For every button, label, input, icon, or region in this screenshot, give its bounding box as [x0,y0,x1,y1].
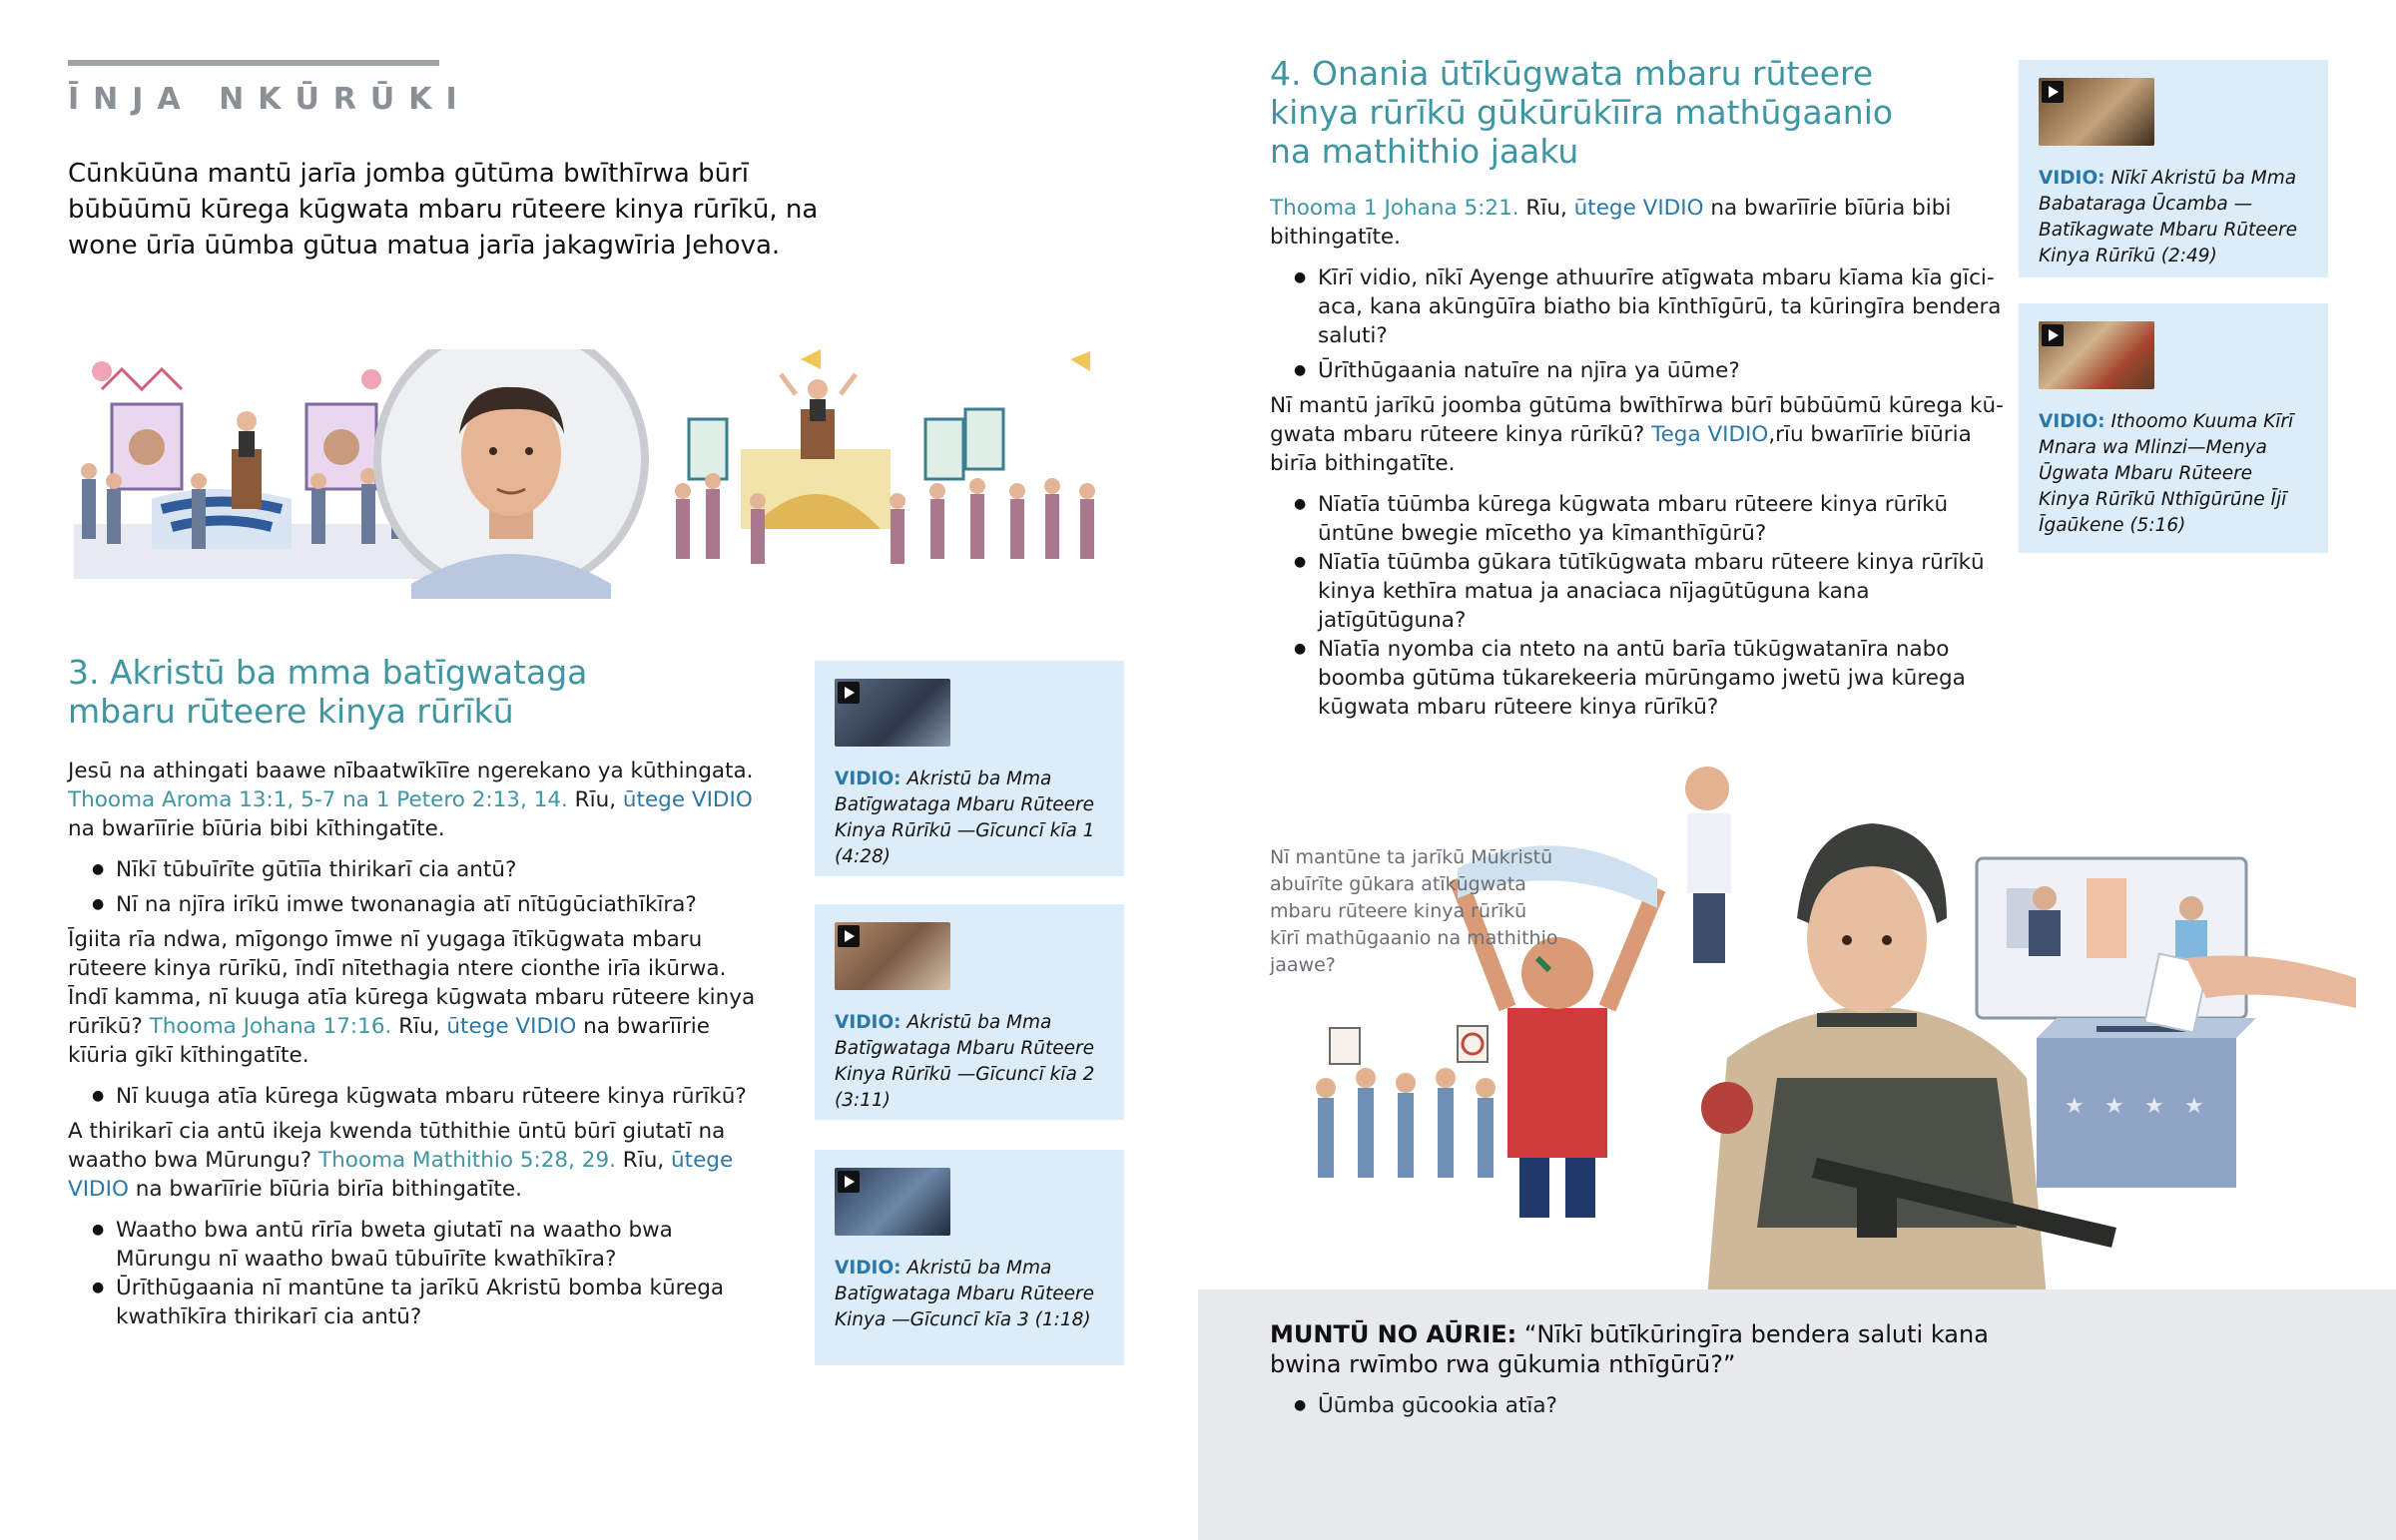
video-caption: VIDIO: Ithoomo Kuuma Kīrī Mnara wa Mlinzi—Menya Ūgwata Mbaru Rūteere Kinya Rūrīkū Nthīgūrūne Ījī Īgaūkene (5:16) [2039,411,2294,536]
watch-video-link[interactable]: ūtege VIDIO [1573,196,1704,221]
saluting-person [1685,767,1731,963]
some-people-say-question-list [1270,1391,2029,1420]
section-4-paragraph-1: Thooma 1 Johana 5:21. Rīu, ūtege VIDIO na bwarīīrie bīūria bibi bithingatīte. [1270,196,1952,250]
some-people-say-content [1270,1319,2029,1420]
play-icon[interactable] [2042,81,2064,103]
watch-video-link[interactable]: ūtege VIDIO [622,787,753,812]
question-list-5 [1270,490,2009,722]
intro-paragraph: Cūnkūūna mantū jarīa jomba gūtūma bwīthīrwa būrī būbūūmū kūrega kūgwata mbaru rūteere kinya rūrīkū, na wone ūrīa ūūmba gūtua matua jarīa jakagwīria Jehova. [68,159,819,260]
svg-text:★: ★ [2065,1094,2085,1119]
question-item: ● Nīkī tūbuīrīte gūtīīa thirikarī cia antū? [68,855,767,884]
section-4-paragraph-2: Nī mantū jarīkū joomba gūtūma bwīthīrwa būrī būbūūmū kūrega kūgwata mbaru rūteere kinya rūrīkū? Tega VIDIO,rīu bwarīīrie bīūria birīa bithingatīte. [1270,393,2004,476]
question-item: ● Ūrīthūgaania nī mantūne ta jarīkū Akristū bomba kūrega kwathīkīra thirikarī cia antū? [68,1274,767,1331]
video-thumbnail[interactable] [2039,321,2154,389]
header-rule [68,60,439,66]
svg-text:★: ★ [2184,1094,2204,1119]
section-header-label: ĪNJA NKŪRŪKI [68,82,471,117]
scripture-link[interactable]: Thooma Mathithio 5:28, 29. [318,1148,616,1173]
play-icon[interactable] [2042,324,2064,346]
some-people-say-quote: MUNTŪ NO AŪRIE: “Nīkī būtīkūringīra bendera saluti kana bwina rwīmbo rwa gūkumia nthīgūrū?” [1270,1320,1989,1378]
video-card-watchtower[interactable] [2019,303,2328,553]
question-item: ● Nīatīa tūūmba kūrega kūgwata mbaru rūteere kinya rūrīkū ūntūne bwegie mīcetho ya kīmanthīgūrū? [1270,490,2009,548]
watch-video-link[interactable]: ūtege VIDIO [68,1148,734,1202]
question-item: ● Ūrīthūgaania natuīre na njīra ya ūūme? [1270,356,2009,385]
video-thumbnail[interactable] [835,922,950,990]
section-3-paragraph-3: A thirikarī cia antū ikeja kwenda tūthithie ūntū būrī giutatī na waatho bwa Mūrungu? Thooma Mathithio 5:28, 29. Rīu, ūtege VIDIO na bwarīīrie bīūria birīa bithingatīte. [68,1119,734,1202]
protest-group [1316,1026,1496,1178]
watch-video-link[interactable]: ūtege VIDIO [446,1014,577,1039]
scripture-link[interactable]: Thooma 1 Johana 5:21. [1270,196,1519,221]
play-icon[interactable] [838,925,860,947]
section-3-paragraph-1: Jesū na athingati baawe nībaatwīkīīre ngerekano ya kūthingata. Thooma Aroma 13:1, 5-7 na 1 Petero 2:13, 14. Rīu, ūtege VIDIO na bwarīīrie bīūria bibi kīthingatīte. [68,759,754,841]
svg-text:★: ★ [2104,1094,2124,1119]
video-caption: VIDIO: Akristū ba Mma Batīgwataga Mbaru Rūteere Kinya Rūrīkū —Gīcuncī kīa 1 (4:28) [835,769,1095,867]
video-thumbnail[interactable] [835,1168,950,1236]
scripture-link[interactable]: Thooma Aroma 13:1, 5-7 na 1 Petero 2:13, 14. [68,787,568,812]
illustration-caption: Nī mantūne ta jarīkū Mūkristū abuīrīte gūkara atīkūgwata mbaru rūteere kinya rūrīkū kīrī mathūgaanio na mathithio jaawe? [1270,846,1558,976]
section-3-title: 3. Akristū ba mma batīgwataga mbaru rūteere kinya rūrīkū [68,653,588,731]
political-rally-illustration [62,349,1160,609]
video-caption: VIDIO: Akristū ba Mma Batīgwataga Mbaru Rūteere Kinya Rūrīkū —Gīcuncī kīa 2 (3:11) [835,1012,1095,1111]
video-caption: VIDIO: Akristū ba Mma Batīgwataga Mbaru Rūteere Kinya —Gīcuncī kīa 3 (1:18) [835,1258,1095,1330]
some-people-say-box [1198,1289,2396,1540]
section-4-title: 4. Onania ūtīkūgwata mbaru rūteere kinya rūrīkū gūkūrūkīīra mathūgaanio na mathithio jaaku [1270,54,1894,171]
neutrality-illustration [1258,759,2376,1297]
play-icon[interactable] [838,682,860,704]
question-list-3 [68,1216,767,1331]
section-4-body [1270,194,2009,722]
svg-text:★: ★ [2144,1094,2164,1119]
video-card-part-1[interactable] [815,661,1124,876]
right-rally-scene [675,349,1095,564]
question-item: ● Nīatīa tūūmba gūkara tūtīkūgwata mbaru rūteere kinya rūrīkū kinya kethīra matua ja anaciaca nījagūtūguna kana jatīgūtūguna? [1270,548,2009,635]
play-icon[interactable] [838,1171,860,1193]
right-page [1198,0,2396,1540]
section-3-paragraph-2: Īgiita rīa ndwa, mīgongo īmwe nī yugaga ītīkūgwata mbaru rūteere kinya rūrīkū, īndī nītethagia ntere cionthe irīa ikūrwa. Īndī kamma, nī kuuga atīa kūrega kūgwata mbaru rūteere kinya rūrīkū? Thooma Johana 17:16. Rīu, ūtege VIDIO na bwarīīrie kīūria gīkī kīthingatīte. [68,927,756,1068]
question-item: ● Nī na njīra irīkū imwe twonanagia atī nītūgūciathīkīra? [68,890,767,919]
question-list-4 [1270,263,2009,385]
video-thumbnail[interactable] [2039,78,2154,146]
scripture-link[interactable]: Thooma Johana 17:16. [149,1014,392,1039]
question-item: ● Waatho bwa antū rīrīa bweta giutatī na waatho bwa Mūrungu nī waatho bwaū tūbuīrīte kwathīkīra? [68,1216,767,1274]
video-card-part-2[interactable] [815,904,1124,1120]
question-list-1 [68,855,767,919]
question-item: ● Ūūmba gūcookia atīa? [1270,1391,2029,1420]
question-item: ● Kīrī vidio, nīkī Ayenge athuurīre atīgwata mbaru kīama kīa gīciaca, kana akūngūīra biatho bia kīnthīgūrū, ta kūringīra bendera saluti? [1270,263,2009,350]
video-card-part-3[interactable] [815,1150,1124,1365]
question-item: ● Nī kuuga atīa kūrega kūgwata mbaru rūteere kinya rūrīkū? [68,1082,767,1111]
video-thumbnail[interactable] [835,679,950,747]
video-card-brothers[interactable] [2019,60,2328,277]
question-list-2 [68,1082,767,1111]
watch-video-link[interactable]: Tega VIDIO [1651,422,1769,447]
question-item: ● Nīatīa nyomba cia nteto na antū barīa tūkūgwatanīra nabo boomba gūtūma tūkarekeeria mūrūngamo jwetū jwa kūrega kūgwata mbaru rūteere kinya rūrīkū? [1270,635,2009,722]
video-caption: VIDIO: Nīkī Akristū ba Mma Babataraga Ūcamba —Batīkagwate Mbaru Rūteere Kinya Rūrīkū (2:49) [2039,168,2298,266]
section-3-body [68,757,767,1331]
